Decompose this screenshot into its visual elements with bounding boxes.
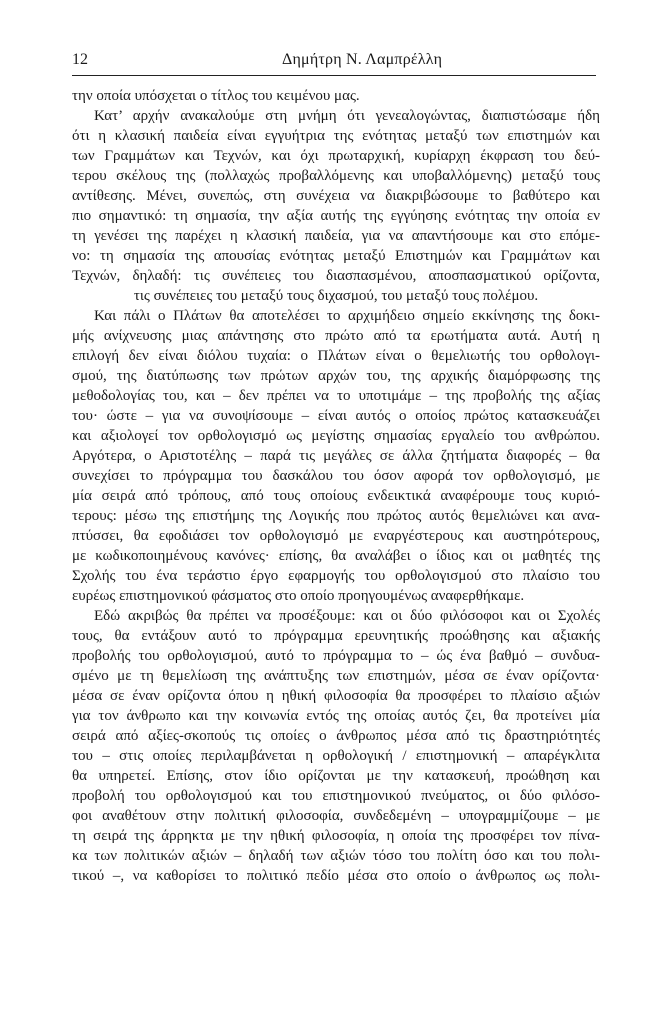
text-line: συνεχίσει το πρόγραμμα του δασκάλου του όσον αφορά τον ορθολογισμό, με bbox=[72, 468, 600, 484]
text-line: προβολή του ορθολογισμού και του επιστημονικού πνεύματος, οι δύο φιλόσο- bbox=[72, 788, 600, 804]
text-line: κα των πολιτικών αξιών – δηλαδή των αξιών τόσο του πολίτη όσο και του πολι- bbox=[72, 848, 600, 864]
text-line: πιο σημαντικό: τη σημασία, την αξία αυτής της εγγύησης ενότητας την οποία εν bbox=[72, 208, 600, 224]
body-text bbox=[72, 86, 600, 886]
text-line: του· ώστε – για να συνοψίσουμε – είναι αυτός ο οποίος πρώτος κατασκευάζει bbox=[72, 408, 600, 424]
text-line: μέσα σε έναν ορίζοντα όπου η ηθική φιλοσοφία θα προσφέρει το πλαίσιο αξιών bbox=[72, 688, 600, 704]
text-line: την οποία υπόσχεται ο τίτλος του κειμένου μας. bbox=[72, 88, 360, 104]
text-line: Σχολής του ένα τεράστιο έργο εφαρμογής του ορθολογισμού στο πλαίσιο του bbox=[72, 568, 600, 584]
paragraph-first-line: Κατ’ αρχήν ανακαλούμε στη μνήμη ότι γενεαλογώντας, διαπιστώσαμε ήδη bbox=[94, 108, 600, 124]
text-line: μής ανίχνευσης μιας απάντησης στο πρώτο από τα ερωτήματα αυτά. Αυτή η bbox=[72, 328, 600, 344]
text-line: τις συνέπειες του μεταξύ τους διχασμού, του μεταξύ τους πολέμου. bbox=[133, 288, 539, 304]
text-line: νο: τη σημασία της απουσίας ενότητας μεταξύ Επιστημών και Γραμμάτων και bbox=[72, 248, 600, 264]
text-line: τη γενέσει της παρέχει η κλασική παιδεία, για να απαντήσουμε και στο επόμε- bbox=[72, 228, 600, 244]
text-line: για τον άνθρωπο και την κοινωνία εντός της οποίας αυτός ζει, θα προτείνει μία bbox=[72, 708, 600, 724]
text-line: μία σειρά από τρόπους, από τους οποίους ενδεικτικά αναφέρουμε τους κυριό- bbox=[72, 488, 600, 504]
text-line: Τεχνών, δηλαδή: τις συνέπειες του διασπασμένου, αποσπασματικού ορίζοντα, bbox=[72, 268, 600, 284]
text-line: ευρέως επιστημονικού φάσματος στο οποίο προηγουμένως αναφερθήκαμε. bbox=[72, 588, 525, 604]
text-line: επιλογή δεν είναι διόλου τυχαία: ο Πλάτων είναι ο θεμελιωτής του ορθολογι- bbox=[72, 348, 600, 364]
text-line: τη σειρά της άρρηκτα με την ηθική φιλοσοφία, η οποία της προσφέρει τον πίνα- bbox=[72, 828, 600, 844]
text-line: ότι η κλασική παιδεία είναι εγγυήτρια της ενότητας μεταξύ των επιστημών και bbox=[72, 128, 600, 144]
text-line: με κωδικοποιημένους κανόνες· επίσης, θα αναλάβει ο ίδιος και οι μαθητές της bbox=[72, 548, 600, 564]
text-line: και αξιολογεί τον ορθολογισμό ως μεγίστης σημασίας εργαλείο του ανθρώπου. bbox=[72, 428, 600, 444]
paragraph-first-line: Και πάλι ο Πλάτων θα αποτελέσει το αρχιμήδειο σημείο εκκίνησης της δοκι- bbox=[94, 308, 600, 324]
text-line: πτύσσει, θα εφοδιάσει τον ορθολογισμό με εναργέστερους και αυστηρότερους, bbox=[72, 528, 600, 544]
running-title: Δημήτρη Ν. Λαμπρέλλη bbox=[282, 51, 443, 68]
text-line: σειρά από αξίες-σκοπούς τις οποίες ο άνθρωπος μέσα από τις δραστηριότητές bbox=[72, 728, 600, 744]
paragraph-first-line: Εδώ ακριβώς θα πρέπει να προσέξουμε: και οι δύο φιλόσοφοι και οι Σχολές bbox=[94, 608, 600, 624]
text-line: φοι αναθέτουν στην πολιτική φιλοσοφία, συνδεδεμένη – υπογραμμίζουμε – με bbox=[72, 808, 600, 824]
text-line: θα υπηρετεί. Επίσης, στον ίδιο ορίζονται με την κατασκευή, προώθηση και bbox=[72, 768, 600, 784]
text-line: τικού –, να καθορίσει το πολιτικό πεδίο μέσα στο οποίο ο άνθρωπος ως πολι- bbox=[72, 868, 600, 884]
text-line: των Γραμμάτων και Τεχνών, και όχι πρωταρχική, κυρίαρχη έκφραση του δεύ- bbox=[72, 148, 600, 164]
text-line: σμένο με τη θεμελίωση της ανάπτυξης των επιστημών, μέσα σε έναν ορίζοντα· bbox=[72, 668, 600, 684]
text-line: μεθοδολογίας του, και – δεν πρέπει να το υποτιμάμε – της προβολής της αξίας bbox=[72, 388, 600, 404]
text-line: τους, θα εντάξουν αυτό το πρόγραμμα ερευνητικής προώθησης και αξιακής bbox=[72, 628, 600, 644]
page-number: 12 bbox=[72, 51, 88, 68]
text-line: του – στις οποίες περιλαμβάνεται η ορθολογική / επιστημονική – απαρέγκλιτα bbox=[72, 748, 600, 764]
text-line: τερου σκέλους της (πολλαχώς προβαλλόμενης και υποβαλλόμενης) μεταξύ τους bbox=[72, 168, 600, 184]
text-line: προβολής του ορθολογισμού, αυτό το πρόγραμμα το – ώς ένα βαθμό – συνδυα- bbox=[72, 648, 600, 664]
page-header bbox=[72, 47, 596, 76]
text-line: σμού, της διατύπωσης των πρώτων αρχών του, της αρχικής διαμόρφωσης της bbox=[72, 368, 600, 384]
text-line: αντίθεσης. Μένει, συνεπώς, στη συνέχεια να διακριβώσουμε το βαθύτερο και bbox=[72, 188, 600, 204]
text-line: Αργότερα, ο Αριστοτέλης – παρά τις μεγάλες σε άλλα ζητήματα διαφορές – θα bbox=[72, 448, 600, 464]
text-line: τερους: μέσω της επιστήμης της Λογικής που πρώτος αυτός θεμελιώνει και ανα- bbox=[72, 508, 600, 524]
